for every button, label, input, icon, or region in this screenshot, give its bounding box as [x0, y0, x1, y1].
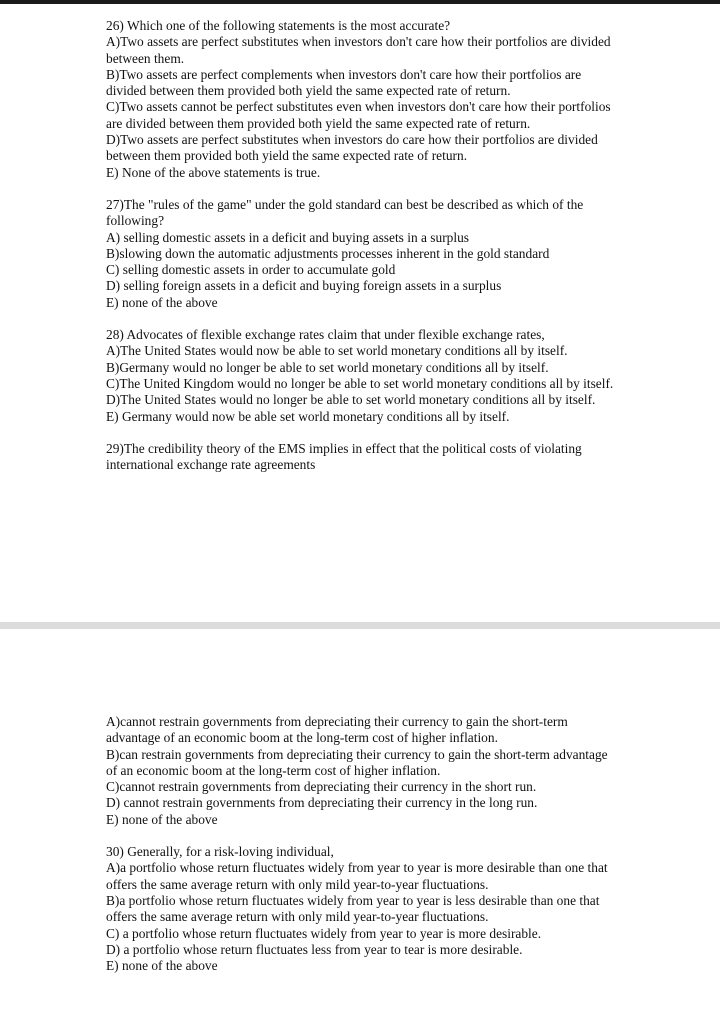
question-30-option-e: E) none of the above — [106, 958, 218, 974]
document-page-2 — [0, 629, 720, 1015]
question-27-stem: 27)The "rules of the game" under the gold standard can best be described as which of the following? — [106, 196, 584, 229]
question-26-option-e: E) None of the above statements is true. — [106, 164, 321, 180]
question-27-option-d: D) selling foreign assets in a deficit and buying foreign assets in a surplus — [106, 278, 502, 294]
question-29-options — [106, 714, 618, 828]
question-28-option-e: E) Germany would now be able set world monetary conditions all by itself. — [106, 408, 510, 424]
question-27-option-e: E) none of the above — [106, 294, 218, 310]
question-30-option-c: C) a portfolio whose return fluctuates widely from year to year is more desirable. — [106, 925, 542, 941]
page-2-content — [106, 714, 618, 990]
question-30-option-d: D) a portfolio whose return fluctuates less from year to tear is more desirable. — [106, 941, 523, 957]
question-30-option-b: B)a portfolio whose return fluctuates widely from year to year is less desirable than one that offers the same average return with only mild year-to-year fluctuations. — [106, 892, 600, 925]
question-26 — [106, 18, 618, 181]
question-28-option-d: D)The United States would no longer be able to set world monetary conditions all by itself. — [106, 392, 596, 408]
question-26-option-d: D)Two assets are perfect substitutes when investors do care how their portfolios are divided between them provided both yield the same expected rate of return. — [106, 132, 598, 164]
question-26-option-b: B)Two assets are perfect complements when investors don't care how their portfolios are divided between them provided both yield the same expected rate of return. — [106, 66, 582, 99]
question-30-option-a: A)a portfolio whose return fluctuates widely from year to year is more desirable than one that offers the same average return with only mild year-to-year fluctuations. — [106, 860, 608, 892]
document-page-1 — [0, 4, 720, 622]
page-separator — [0, 622, 720, 629]
question-28 — [106, 327, 618, 425]
question-26-option-c: C)Two assets cannot be perfect substitutes even when investors don't care how their portfolios are divided between them provided both yield the same expected rate of return. — [106, 99, 611, 131]
question-28-option-a: A)The United States would now be able to set world monetary conditions all by itself. — [106, 343, 568, 359]
question-29-option-e: E) none of the above — [106, 811, 218, 827]
page-1-content — [106, 18, 618, 489]
question-27-option-b: B)slowing down the automatic adjustments processes inherent in the gold standard — [106, 245, 550, 261]
question-30-stem: 30) Generally, for a risk-loving individual, — [106, 844, 334, 860]
question-29-stem: 29)The credibility theory of the EMS implies in effect that the political costs of violating international exchange rate agreements — [106, 440, 582, 473]
question-27 — [106, 197, 618, 311]
question-30 — [106, 844, 618, 974]
question-26-stem: 26) Which one of the following statements is the most accurate? — [106, 18, 451, 33]
question-28-option-c: C)The United Kingdom would no longer be able to set world monetary conditions all by itself. — [106, 375, 614, 391]
question-27-option-c: C) selling domestic assets in order to accumulate gold — [106, 262, 396, 278]
question-29-option-d: D) cannot restrain governments from depreciating their currency in the long run. — [106, 795, 538, 811]
question-28-option-b: B)Germany would no longer be able to set world monetary conditions all by itself. — [106, 359, 549, 375]
question-29-option-a: A)cannot restrain governments from depreciating their currency to gain the short-term advantage of an economic boom at the long-term cost of higher inflation. — [106, 714, 568, 746]
question-26-option-a: A)Two assets are perfect substitutes when investors don't care how their portfolios are divided between them. — [106, 34, 611, 66]
question-29-option-b: B)can restrain governments from depreciating their currency to gain the short-term advantage of an economic boom at the long-term cost of higher inflation. — [106, 746, 608, 778]
question-28-stem: 28) Advocates of flexible exchange rates claim that under flexible exchange rates, — [106, 327, 545, 343]
question-29-stem-block — [106, 441, 618, 474]
question-29-option-c: C)cannot restrain governments from depreciating their currency in the short run. — [106, 779, 537, 795]
question-27-option-a: A) selling domestic assets in a deficit and buying assets in a surplus — [106, 229, 469, 245]
